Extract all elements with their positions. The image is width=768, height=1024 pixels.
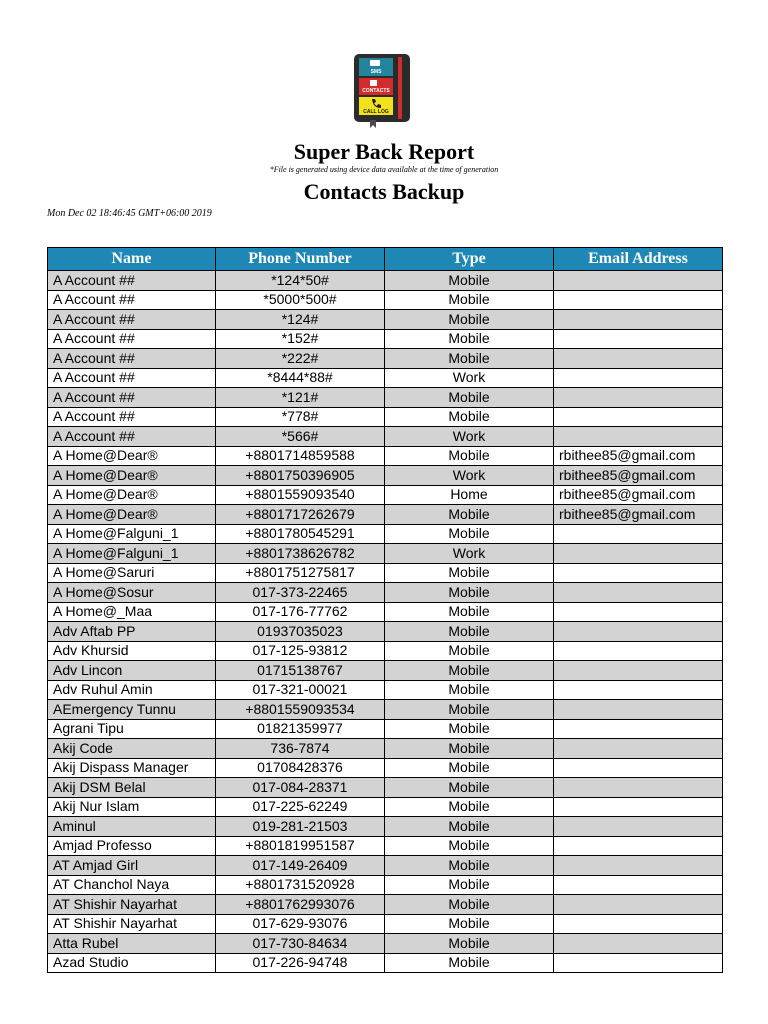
contact-name-cell: Adv Khursid [48, 641, 216, 661]
phone-number-cell: *222# [216, 349, 385, 369]
contact-name-cell: Akij Dispass Manager [48, 758, 216, 778]
phone-type-cell: Mobile [385, 622, 554, 642]
email-cell [554, 661, 723, 681]
column-header-type: Type [385, 248, 554, 271]
table-row [48, 310, 723, 330]
phone-number-cell: 017-321-00021 [216, 680, 385, 700]
contact-name-cell: Adv Ruhul Amin [48, 680, 216, 700]
phone-type-cell: Mobile [385, 914, 554, 934]
table-row [48, 700, 723, 720]
email-cell [554, 602, 723, 622]
phone-type-cell: Mobile [385, 329, 554, 349]
phone-type-cell: Mobile [385, 349, 554, 369]
phone-type-cell: Mobile [385, 700, 554, 720]
contacts-table-body [48, 271, 723, 973]
phone-number-cell: 017-373-22465 [216, 583, 385, 603]
table-row [48, 388, 723, 408]
contact-name-cell: A Account ## [48, 349, 216, 369]
contact-name-cell: Amjad Professo [48, 836, 216, 856]
phone-number-cell: *8444*88# [216, 368, 385, 388]
contact-name-cell: AEmergency Tunnu [48, 700, 216, 720]
phone-type-cell: Home [385, 485, 554, 505]
contact-name-cell: A Home@Falguni_1 [48, 524, 216, 544]
phone-number-cell: +8801819951587 [216, 836, 385, 856]
table-row [48, 895, 723, 915]
email-cell [554, 817, 723, 837]
logo-sms-label: SMS [370, 69, 382, 75]
phone-number-cell: 017-125-93812 [216, 641, 385, 661]
email-cell [554, 563, 723, 583]
contact-name-cell: Atta Rubel [48, 934, 216, 954]
phone-number-cell: *566# [216, 427, 385, 447]
contact-name-cell: A Account ## [48, 329, 216, 349]
phone-type-cell: Mobile [385, 505, 554, 525]
contact-name-cell: A Home@Dear® [48, 505, 216, 525]
contacts-table [47, 247, 723, 973]
contact-name-cell: A Account ## [48, 427, 216, 447]
table-row [48, 817, 723, 837]
phone-number-cell: +8801731520928 [216, 875, 385, 895]
logo-contacts-label: CONTACTS [362, 88, 390, 94]
section-title: Contacts Backup [303, 179, 465, 204]
phone-type-cell: Work [385, 368, 554, 388]
email-cell [554, 290, 723, 310]
table-row [48, 427, 723, 447]
contact-name-cell: A Account ## [48, 388, 216, 408]
phone-type-cell: Mobile [385, 388, 554, 408]
phone-type-cell: Mobile [385, 934, 554, 954]
email-cell: rbithee85@gmail.com [554, 446, 723, 466]
phone-number-cell: 01937035023 [216, 622, 385, 642]
phone-type-cell: Mobile [385, 310, 554, 330]
table-row [48, 583, 723, 603]
phone-type-cell: Mobile [385, 797, 554, 817]
table-row [48, 329, 723, 349]
generation-note: *File is generated using device data available at the time of generation [269, 165, 499, 174]
email-cell [554, 895, 723, 915]
email-cell [554, 836, 723, 856]
email-cell [554, 388, 723, 408]
email-cell [554, 427, 723, 447]
phone-number-cell: *124# [216, 310, 385, 330]
phone-type-cell: Mobile [385, 817, 554, 837]
column-header-email: Email Address [554, 248, 723, 271]
table-row [48, 485, 723, 505]
contact-name-cell: AT Shishir Nayarhat [48, 895, 216, 915]
phone-number-cell: 01708428376 [216, 758, 385, 778]
contact-name-cell: Aminul [48, 817, 216, 837]
email-cell [554, 583, 723, 603]
phone-type-cell: Mobile [385, 719, 554, 739]
phone-number-cell: 017-629-93076 [216, 914, 385, 934]
phone-number-cell: +8801751275817 [216, 563, 385, 583]
phone-number-cell: 017-225-62249 [216, 797, 385, 817]
email-cell [554, 797, 723, 817]
email-cell [554, 758, 723, 778]
table-row [48, 622, 723, 642]
phone-number-cell: 019-281-21503 [216, 817, 385, 837]
app-logo [352, 54, 418, 128]
table-row [48, 602, 723, 622]
table-row [48, 641, 723, 661]
phone-number-cell: 017-730-84634 [216, 934, 385, 954]
phone-number-cell: 736-7874 [216, 739, 385, 759]
email-cell: rbithee85@gmail.com [554, 466, 723, 486]
contact-name-cell: AT Amjad Girl [48, 856, 216, 876]
column-header-name: Name [48, 248, 216, 271]
phone-number-cell: *152# [216, 329, 385, 349]
table-row [48, 836, 723, 856]
phone-type-cell: Mobile [385, 271, 554, 291]
phone-number-cell: +8801750396905 [216, 466, 385, 486]
phone-type-cell: Mobile [385, 290, 554, 310]
table-row [48, 680, 723, 700]
phone-type-cell: Mobile [385, 836, 554, 856]
contact-name-cell: A Home@_Maa [48, 602, 216, 622]
phone-type-cell: Mobile [385, 875, 554, 895]
phone-type-cell: Mobile [385, 953, 554, 973]
phone-number-cell: +8801780545291 [216, 524, 385, 544]
table-row [48, 563, 723, 583]
phone-number-cell: 017-084-28371 [216, 778, 385, 798]
email-cell [554, 271, 723, 291]
table-row [48, 466, 723, 486]
table-row [48, 758, 723, 778]
email-cell [554, 914, 723, 934]
phone-number-cell: *121# [216, 388, 385, 408]
email-cell [554, 407, 723, 427]
phone-type-cell: Work [385, 466, 554, 486]
phone-type-cell: Mobile [385, 446, 554, 466]
email-cell [554, 349, 723, 369]
phone-number-cell: +8801714859588 [216, 446, 385, 466]
contact-name-cell: A Account ## [48, 271, 216, 291]
phone-type-cell: Mobile [385, 758, 554, 778]
table-row [48, 739, 723, 759]
phone-number-cell: +8801738626782 [216, 544, 385, 564]
table-row [48, 544, 723, 564]
email-cell [554, 700, 723, 720]
contact-name-cell: Akij Code [48, 739, 216, 759]
table-row [48, 914, 723, 934]
email-cell [554, 368, 723, 388]
table-row [48, 778, 723, 798]
phone-number-cell: *5000*500# [216, 290, 385, 310]
table-row [48, 661, 723, 681]
phone-type-cell: Work [385, 544, 554, 564]
generated-timestamp: Mon Dec 02 18:46:45 GMT+06:00 2019 [47, 208, 212, 219]
table-row [48, 349, 723, 369]
contact-name-cell: Akij Nur Islam [48, 797, 216, 817]
contact-name-cell: A Home@Saruri [48, 563, 216, 583]
table-row [48, 368, 723, 388]
phone-number-cell: 017-149-26409 [216, 856, 385, 876]
email-cell [554, 641, 723, 661]
contact-name-cell: A Account ## [48, 310, 216, 330]
table-row [48, 524, 723, 544]
contact-name-cell: A Home@Sosur [48, 583, 216, 603]
phone-number-cell: +8801762993076 [216, 895, 385, 915]
phone-number-cell: +8801717262679 [216, 505, 385, 525]
report-title: Super Back Report [293, 139, 475, 164]
contact-name-cell: Agrani Tipu [48, 719, 216, 739]
contact-name-cell: A Home@Falguni_1 [48, 544, 216, 564]
table-row [48, 505, 723, 525]
table-row [48, 719, 723, 739]
email-cell [554, 875, 723, 895]
phone-type-cell: Mobile [385, 407, 554, 427]
phone-number-cell: *124*50# [216, 271, 385, 291]
phone-type-cell: Mobile [385, 680, 554, 700]
phone-type-cell: Mobile [385, 563, 554, 583]
email-cell [554, 934, 723, 954]
email-cell [554, 680, 723, 700]
table-row [48, 407, 723, 427]
phone-type-cell: Mobile [385, 641, 554, 661]
phone-type-cell: Mobile [385, 602, 554, 622]
email-cell: rbithee85@gmail.com [554, 505, 723, 525]
contact-name-cell: A Home@Dear® [48, 446, 216, 466]
email-cell [554, 329, 723, 349]
phone-type-cell: Mobile [385, 895, 554, 915]
table-row [48, 934, 723, 954]
contact-name-cell: A Account ## [48, 407, 216, 427]
table-row [48, 875, 723, 895]
email-cell [554, 622, 723, 642]
contact-name-cell: A Home@Dear® [48, 466, 216, 486]
phone-number-cell: *778# [216, 407, 385, 427]
table-row [48, 953, 723, 973]
email-cell [554, 856, 723, 876]
table-row [48, 797, 723, 817]
table-header-row [48, 248, 723, 271]
phone-type-cell: Mobile [385, 524, 554, 544]
phone-type-cell: Mobile [385, 739, 554, 759]
email-cell [554, 524, 723, 544]
contact-name-cell: AT Chanchol Naya [48, 875, 216, 895]
phone-type-cell: Mobile [385, 778, 554, 798]
contact-name-cell: Azad Studio [48, 953, 216, 973]
contact-name-cell: A Home@Dear® [48, 485, 216, 505]
contact-name-cell: Adv Lincon [48, 661, 216, 681]
email-cell [554, 778, 723, 798]
phone-type-cell: Mobile [385, 583, 554, 603]
phone-number-cell: +8801559093534 [216, 700, 385, 720]
email-cell [554, 953, 723, 973]
contact-name-cell: AT Shishir Nayarhat [48, 914, 216, 934]
phone-type-cell: Work [385, 427, 554, 447]
table-row [48, 446, 723, 466]
phone-number-cell: 017-226-94748 [216, 953, 385, 973]
email-cell [554, 719, 723, 739]
contact-name-cell: A Account ## [48, 290, 216, 310]
phone-number-cell: 01715138767 [216, 661, 385, 681]
phone-number-cell: 017-176-77762 [216, 602, 385, 622]
email-cell [554, 739, 723, 759]
phone-type-cell: Mobile [385, 661, 554, 681]
phone-number-cell: +8801559093540 [216, 485, 385, 505]
phone-type-cell: Mobile [385, 856, 554, 876]
email-cell: rbithee85@gmail.com [554, 485, 723, 505]
logo-call-log-label: CALL LOG [363, 109, 389, 115]
table-row [48, 271, 723, 291]
table-row [48, 856, 723, 876]
phone-number-cell: 01821359977 [216, 719, 385, 739]
email-cell [554, 310, 723, 330]
email-cell [554, 544, 723, 564]
column-header-phone: Phone Number [216, 248, 385, 271]
table-row [48, 290, 723, 310]
contact-name-cell: Adv Aftab PP [48, 622, 216, 642]
contact-name-cell: Akij DSM Belal [48, 778, 216, 798]
contact-name-cell: A Account ## [48, 368, 216, 388]
